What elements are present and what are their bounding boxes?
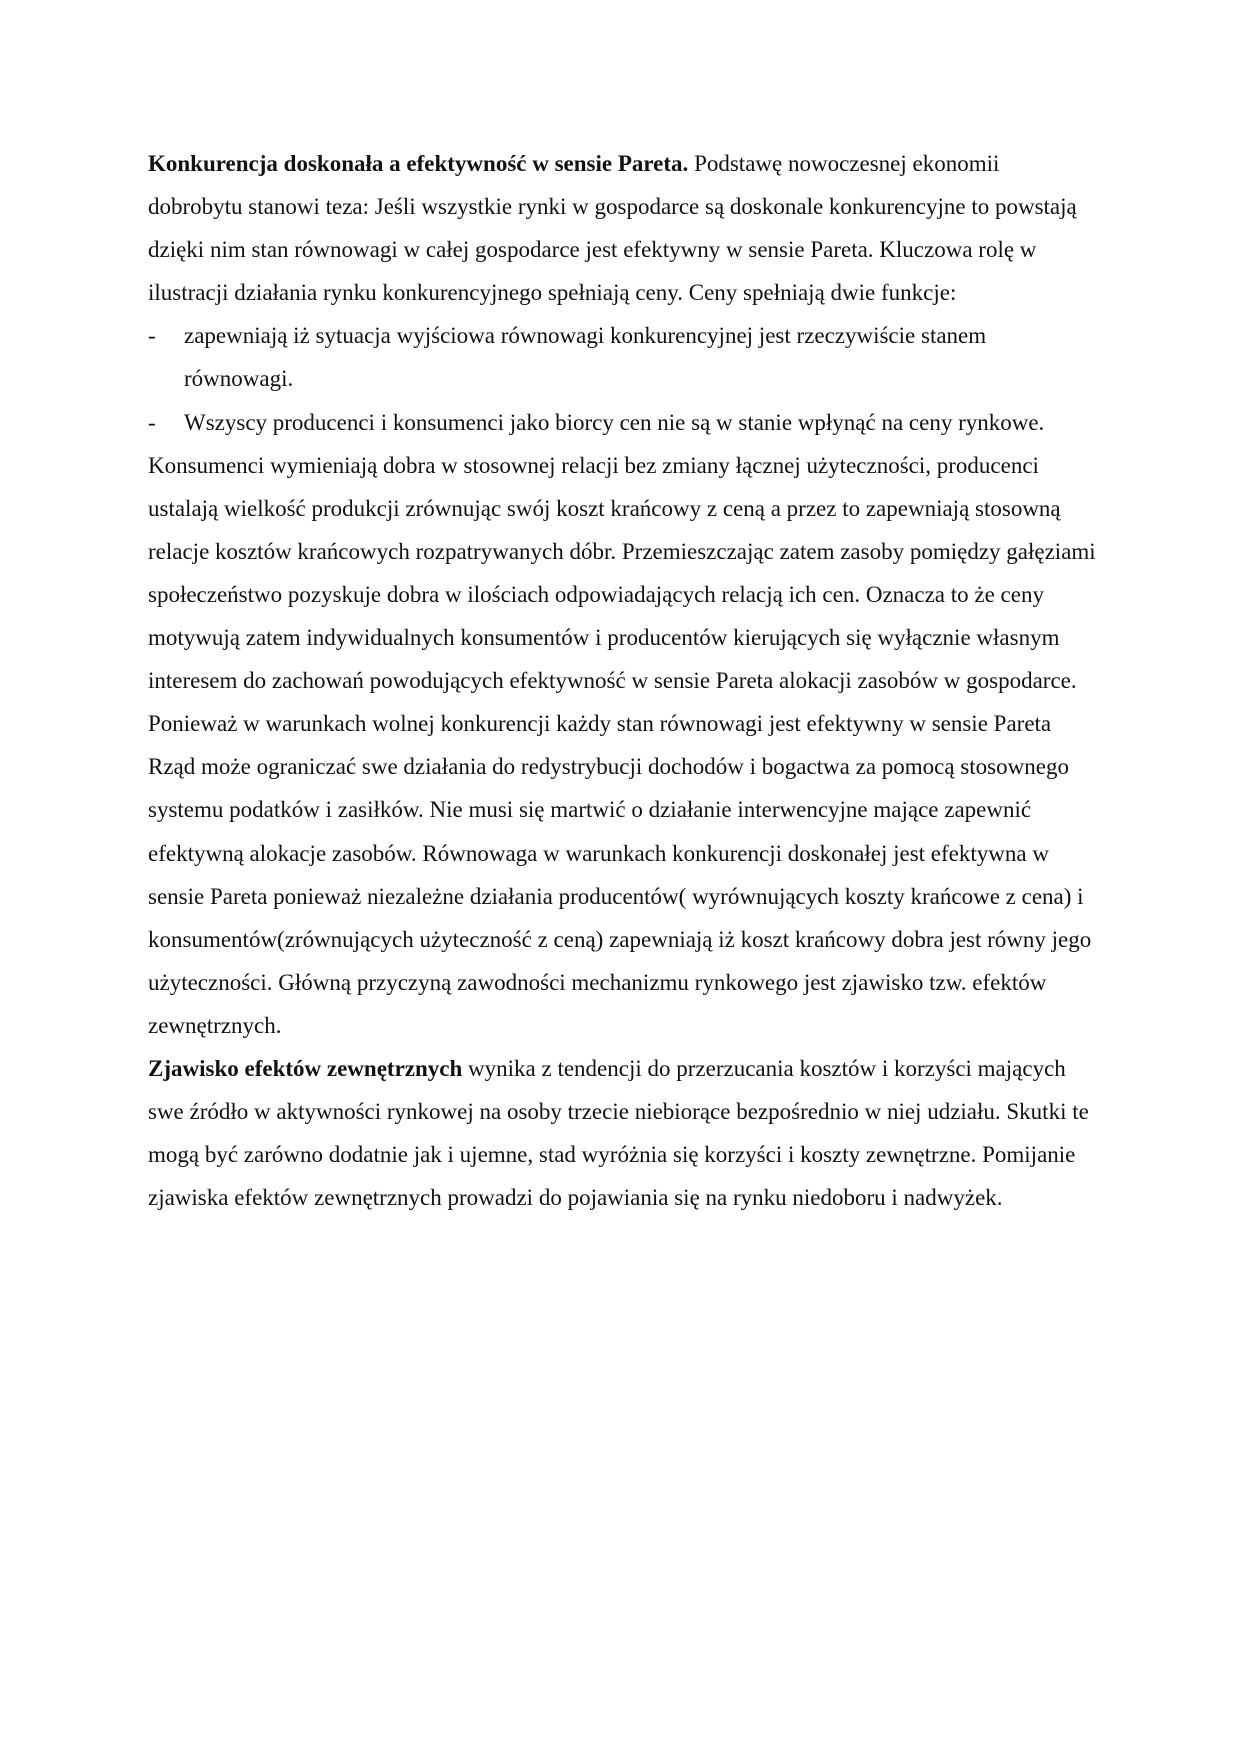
paragraph-externalities	[148, 1047, 1098, 1219]
list-item-text: zapewniają iż sytuacja wyjściowa równowagi konkurencyjnej jest rzeczywiście stanem równowagi.	[184, 323, 987, 392]
paragraph-consumers: Konsumenci wymieniają dobra w stosownej relacji bez zmiany łącznej użyteczności, producenci ustalają wielkość produkcji zrównując swój koszt krańcowy z ceną a przez to zapewniają stosowną relacje kosztów krańcowych rozpatrywanych dóbr. Przemieszczając zatem zasoby pomiędzy gałęziami społeczeństwo pozyskuje dobra w ilościach odpowiadających relacją ich cen. Oznacza to że ceny motywują zatem indywidualnych konsumentów i producentów kierujących się wyłącznie własnym interesem do zachowań powodujących efektywność w sensie Pareta alokacji zasobów w gospodarce. Ponieważ w warunkach wolnej konkurencji każdy stan równowagi jest efektywny w sensie Pareta Rząd może ograniczać swe działania do redystrybucji dochodów i bogactwa za pomocą stosownego systemu podatków i zasiłków. Nie musi się martwić o działanie interwencyjne mające zapewnić efektywną alokacje zasobów. Równowaga w warunkach konkurencji doskonałej jest efektywna w sensie Pareta ponieważ niezależne działania producentów( wyrównujących koszty krańcowe z cena) i konsumentów(zrównujących użyteczność z ceną) zapewniają iż koszt krańcowy dobra jest równy jego użyteczności. Główną przyczyną zawodności mechanizmu rynkowego jest zjawisko tzw. efektów zewnętrznych.	[148, 452, 1096, 1038]
paragraph-pareta	[148, 142, 1098, 314]
list-item	[148, 401, 1098, 444]
document-page	[148, 142, 1098, 1219]
list-item	[148, 314, 1098, 400]
list-bullet: -	[148, 323, 156, 349]
paragraph-heading: Konkurencja doskonała a efektywność w sensie Pareta.	[148, 151, 689, 176]
list-bullet: -	[148, 409, 156, 435]
list-item-text: Wszyscy producenci i konsumenci jako biorcy cen nie są w stanie wpłynąć na ceny rynkowe.	[184, 409, 1045, 435]
functions-list	[148, 314, 1098, 443]
paragraph-text: Podstawę nowoczesnej ekonomii dobrobytu stanowi teza: Jeśli wszystkie rynki w gospodarce są doskonale konkurencyjne to powstają dzięki nim stan równowagi w całej gospodarce jest efektywny w sensie Pareta. Kluczowa rolę w ilustracji działania rynku konkurencyjnego spełniają ceny. Ceny spełniają dwie funkcje:	[148, 151, 1077, 306]
paragraph-text: wynika z tendencji do przerzucania kosztów i korzyści mających swe źródło w aktywności rynkowej na osoby trzecie niebiorące bezpośrednio w niej udziału. Skutki te mogą być zarówno dodatnie jak i ujemne, stad wyróżnia się korzyści i koszty zewnętrzne. Pomijanie zjawiska efektów zewnętrznych prowadzi do pojawiania się na rynku niedoboru i nadwyżek.	[148, 1055, 1089, 1211]
paragraph-heading: Zjawisko efektów zewnętrznych	[148, 1055, 463, 1081]
